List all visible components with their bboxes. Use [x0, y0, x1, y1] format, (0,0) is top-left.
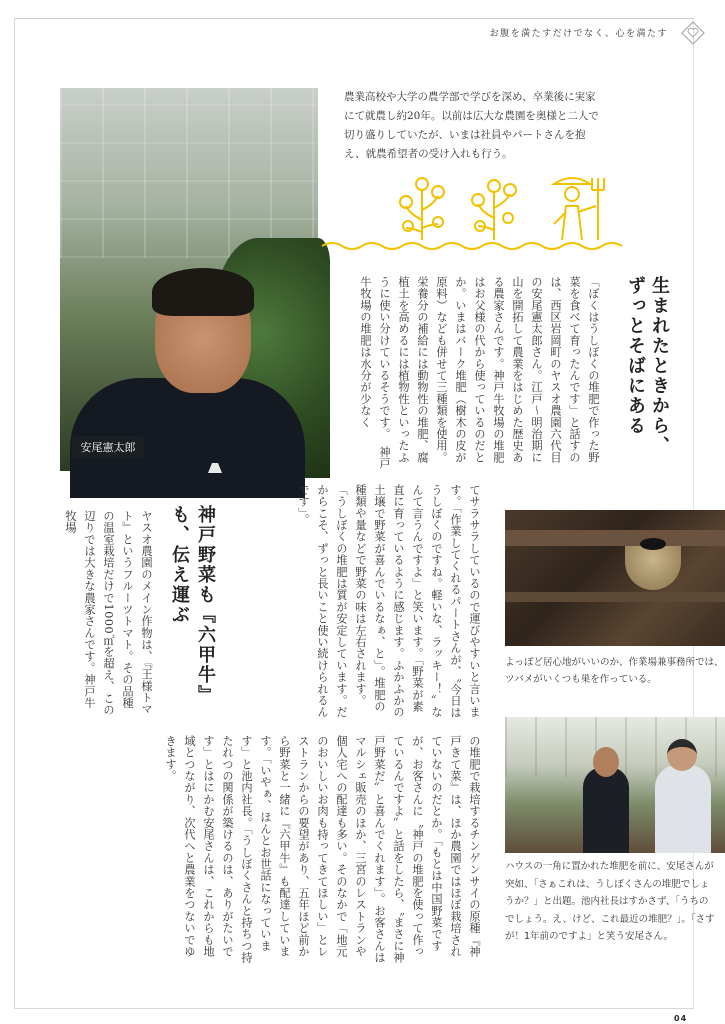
swallow-photo-caption: よっぽど居心地がいいのか、作業場兼事務所では、ツバメがいくつも巣を作っている。	[505, 657, 724, 685]
greenhouse-photo	[505, 717, 725, 853]
greenhouse-frame	[60, 88, 318, 258]
lower-beam	[505, 592, 725, 602]
section1-heading: 生まれたときから、ずっとそばにある	[625, 276, 670, 456]
section1-body-continued: てサラサラしているので運びやすいと言います。「作業してくれるパートさんが、〝今日はうしぼくのですね。軽いな、ラッキー！〟なんて言うんですよ」と笑います。「野菜が素直に育っているように感じます。ふかふかの土壌で野菜が喜んでいるなぁ、と」。堆肥の種類や量などで野菜の味は左右されます。「うしぼくの堆肥は質が安定しています。だからこそ、ずっと長いこと使い続けられるんです」。	[297, 484, 481, 719]
name-tag: 安尾憲太郎	[72, 436, 144, 458]
section1-body: 「ぼくはうしぼくの堆肥で作った野菜を食べて育ったんです」と話すのは、西区岩岡町のヤスオ農園六代目の安尾憲太郎さん。江戸～明治期に山を開拓して農業をはじめた歴史ある農家さんです。神戸牛牧場の堆肥はお父様の代から使っているのだとか。いまはバーク堆肥（樹木の皮が原料）なども併せて三種類を使用。栄養分の補給には動物性の堆肥、腐植土を高めるには植物性といったふうに使い分けているそうです。 神戸牛牧場の堆肥は水分が少なく	[359, 276, 600, 470]
president-figure	[655, 765, 711, 853]
greenhouse-photo-caption: ハウスの一角に置かれた堆肥を前に、安尾さんが突如、「さぁこれは、うしぼくさんの堆肥でしょうか？」と出題。池内社長はすかさず、「うちのでしょう。え、けど、これ最近の堆肥？」。「さすが！1年前のですよ」と笑う安尾さん。	[505, 861, 715, 942]
shirt-logo-icon	[208, 463, 222, 473]
section2-body: ヤスオ農園のメイン作物は、『王様トマト』というフルーツトマト。その品種の温室栽培だけで1000㎡を超え、この辺りでは大きな農家さんです。神戸牛牧場	[64, 510, 153, 716]
ceiling-beam	[505, 530, 725, 546]
president-head	[667, 739, 697, 771]
intro-paragraph: 農業高校や大学の農学部で学びを深め、卒業後に実家にて就農し約20年。以前は広大な農園を奥様と二人で切り盛りしていたが、いまは社員やパートさんを抱え、就農希望者の受け入れも行う。	[344, 91, 599, 160]
tomato-plants-and-farmer-icon	[322, 170, 627, 260]
section2-body-continued: の堆肥で栽培するチンゲンサイの原種『神戸きて菜』は、ほか農園ではほぼ栽培されていないのだとか。「もとは中国野菜ですが、お客さんに〝神戸の堆肥を使って作っているんですよ〟と話をしたら、〝まさに神戸野菜だ〟と喜んでくれます」。お客さんはマルシェ販売のほか、三宮のレストランや個人宅への配達も多い。そのなかで「地元のおいしいお肉も持ってきてほしい」とレストランからの要望があり、五年ほど前から野菜と一緒に『六甲牛』も配達しています。「いやぁ、ほんとお世話になっています」と池内社長。「うしぼくさんと持ちつ持たれつの関係が築けるのは、ありがたいです」とはにかむ安尾さんは、これからも地域とつながり、次代へと農業をつないでゆきます。	[164, 735, 481, 964]
swallow-nest-photo	[505, 510, 725, 646]
swallow-icon	[640, 538, 666, 550]
farmer-hair	[152, 268, 254, 316]
bottom-border	[14, 1008, 694, 1009]
top-divider	[14, 18, 694, 19]
diamond-heart-icon	[680, 20, 706, 46]
section2-heading: 神戸野菜も『六甲牛』も、伝え運ぶ	[169, 505, 216, 705]
farmer-figure	[583, 767, 629, 853]
page-number: 04	[674, 1014, 688, 1023]
header-tagline: お腹を満たすだけでなく、心を満たす	[489, 29, 668, 39]
swallow-nest	[625, 546, 681, 590]
farmer-head	[593, 747, 619, 777]
portrait-photo	[60, 88, 318, 471]
left-border	[14, 18, 15, 1008]
